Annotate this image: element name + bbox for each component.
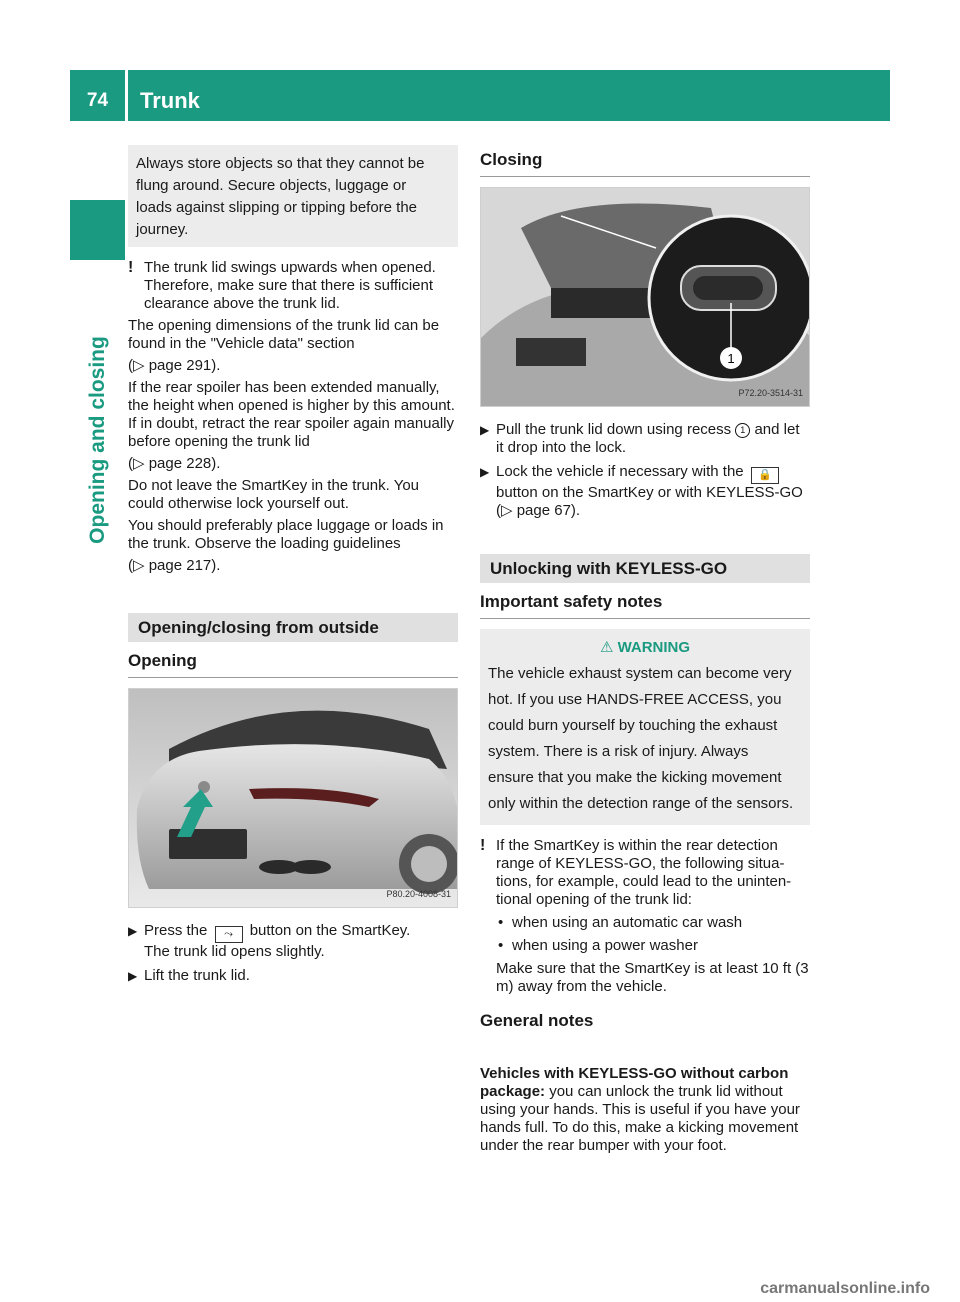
warning-triangle-icon: ⚠	[599, 639, 618, 656]
sub-heading: Opening	[128, 642, 458, 678]
step-arrow-icon: ▶	[480, 465, 490, 479]
paragraph: Vehicles with KEYLESS-GO without carbon package: you can unlock the trunk lid without using your hands. This is useful if you have your hands full. To do this, make a kicking movement under the rear bumper with your foot.	[480, 1065, 800, 1154]
callout-number: 1	[727, 351, 735, 366]
step-arrow-icon: ▶	[128, 924, 138, 938]
notice	[128, 259, 458, 313]
paragraph: Do not leave the SmartKey in the trunk. You could otherwise lock yourself out.	[128, 477, 420, 512]
page-title: Trunk	[140, 88, 200, 113]
trunk-button-icon: ⤳	[215, 926, 243, 943]
chapter-label: Opening and closing	[85, 336, 109, 544]
note-line: journey.	[136, 221, 189, 238]
car-rear-illustration	[129, 689, 458, 907]
paragraph: The opening dimensions of the trunk lid can be found in the "Vehicle data" section	[128, 317, 440, 352]
left-column	[128, 145, 458, 991]
list-item: • when using a power washer	[498, 937, 698, 954]
right-column	[480, 145, 810, 1159]
step: ▶ Press the ⤳ button on the SmartKey. The trunk lid opens slightly.	[128, 922, 411, 960]
page-ref-link[interactable]: (▷ page 291).	[128, 357, 221, 374]
page-ref-link[interactable]: (▷ page 228).	[128, 455, 221, 472]
warning-box	[480, 629, 810, 825]
sub-heading: Important safety notes	[480, 583, 810, 619]
page-ref-link[interactable]: (▷ page 217).	[128, 557, 221, 574]
section-heading: Unlocking with KEYLESS-GO	[480, 554, 810, 583]
note-box	[128, 145, 458, 247]
page-number: 74	[86, 90, 109, 111]
opening-figure	[128, 688, 458, 908]
step: ▶ Pull the trunk lid down using recess 1 and let it drop into the lock.	[480, 421, 800, 456]
sub-heading: Closing	[480, 145, 810, 177]
notice-text: If the SmartKey is within the rear detection range of KEYLESS-GO, the following situa-tions, for example, could lead to the uninten-tional opening of the trunk lid:	[496, 837, 792, 908]
header-divider	[125, 70, 128, 121]
warning-line: system. There is a risk of injury. Always	[488, 743, 749, 760]
step: ▶ Lock the vehicle if necessary with the 🔒 button on the SmartKey or with KEYLESS-GO (▷ page 67).	[480, 463, 803, 519]
trunk-open-illustration	[481, 188, 810, 406]
list-item: • when using an automatic car wash	[498, 914, 743, 931]
figure-code: P80.20-4008-31	[386, 889, 451, 899]
step-arrow-icon: ▶	[480, 423, 490, 437]
warning-line: could burn yourself by touching the exhaust	[488, 717, 778, 734]
notice	[480, 837, 810, 996]
page-ref-link[interactable]: (▷ page 67).	[496, 502, 581, 519]
note-line: loads against slipping or tipping before the	[136, 199, 418, 216]
note-line: flung around. Secure objects, luggage or	[136, 177, 407, 194]
step-arrow-icon: ▶	[128, 969, 138, 983]
notice-text: The trunk lid swings upwards when opened. Therefore, make sure that there is sufficient clearance above the trunk lid.	[144, 259, 436, 312]
warning-line: hot. If you use HANDS-FREE ACCESS, you	[488, 691, 782, 708]
bullet-icon: •	[498, 914, 504, 931]
lock-button-icon: 🔒	[751, 467, 779, 484]
step: ▶ Lift the trunk lid.	[128, 967, 250, 984]
figure-code: P72.20-3514-31	[738, 388, 803, 398]
paragraph: Make sure that the SmartKey is at least 10 ft (3 m) away from the vehicle.	[496, 960, 809, 995]
warning-line: The vehicle exhaust system can become very	[488, 665, 792, 682]
warning-title: ⚠ WARNING	[599, 639, 691, 656]
chapter-tab	[70, 200, 125, 260]
closing-figure	[480, 187, 810, 407]
sub-heading: General notes	[480, 1011, 594, 1030]
section-heading: Opening/closing from outside	[128, 613, 458, 642]
warning-line: ensure that you make the kicking movement	[488, 769, 782, 786]
watermark: carmanualsonline.info	[760, 1280, 930, 1297]
notice-icon: !	[128, 259, 134, 276]
warning-line: only within the detection range of the sensors.	[488, 795, 794, 812]
recess-callout-icon: 1	[735, 423, 750, 438]
bullet-icon: •	[498, 937, 504, 954]
notice-icon: !	[480, 837, 486, 854]
paragraph: You should preferably place luggage or loads in the trunk. Observe the loading guidelines	[128, 517, 444, 552]
paragraph: If the rear spoiler has been extended manually, the height when opened is higher by this amount. If in doubt, retract the rear spoiler again manually before opening the trunk lid	[128, 379, 455, 450]
note-line: Always store objects so that they cannot be	[136, 155, 425, 172]
